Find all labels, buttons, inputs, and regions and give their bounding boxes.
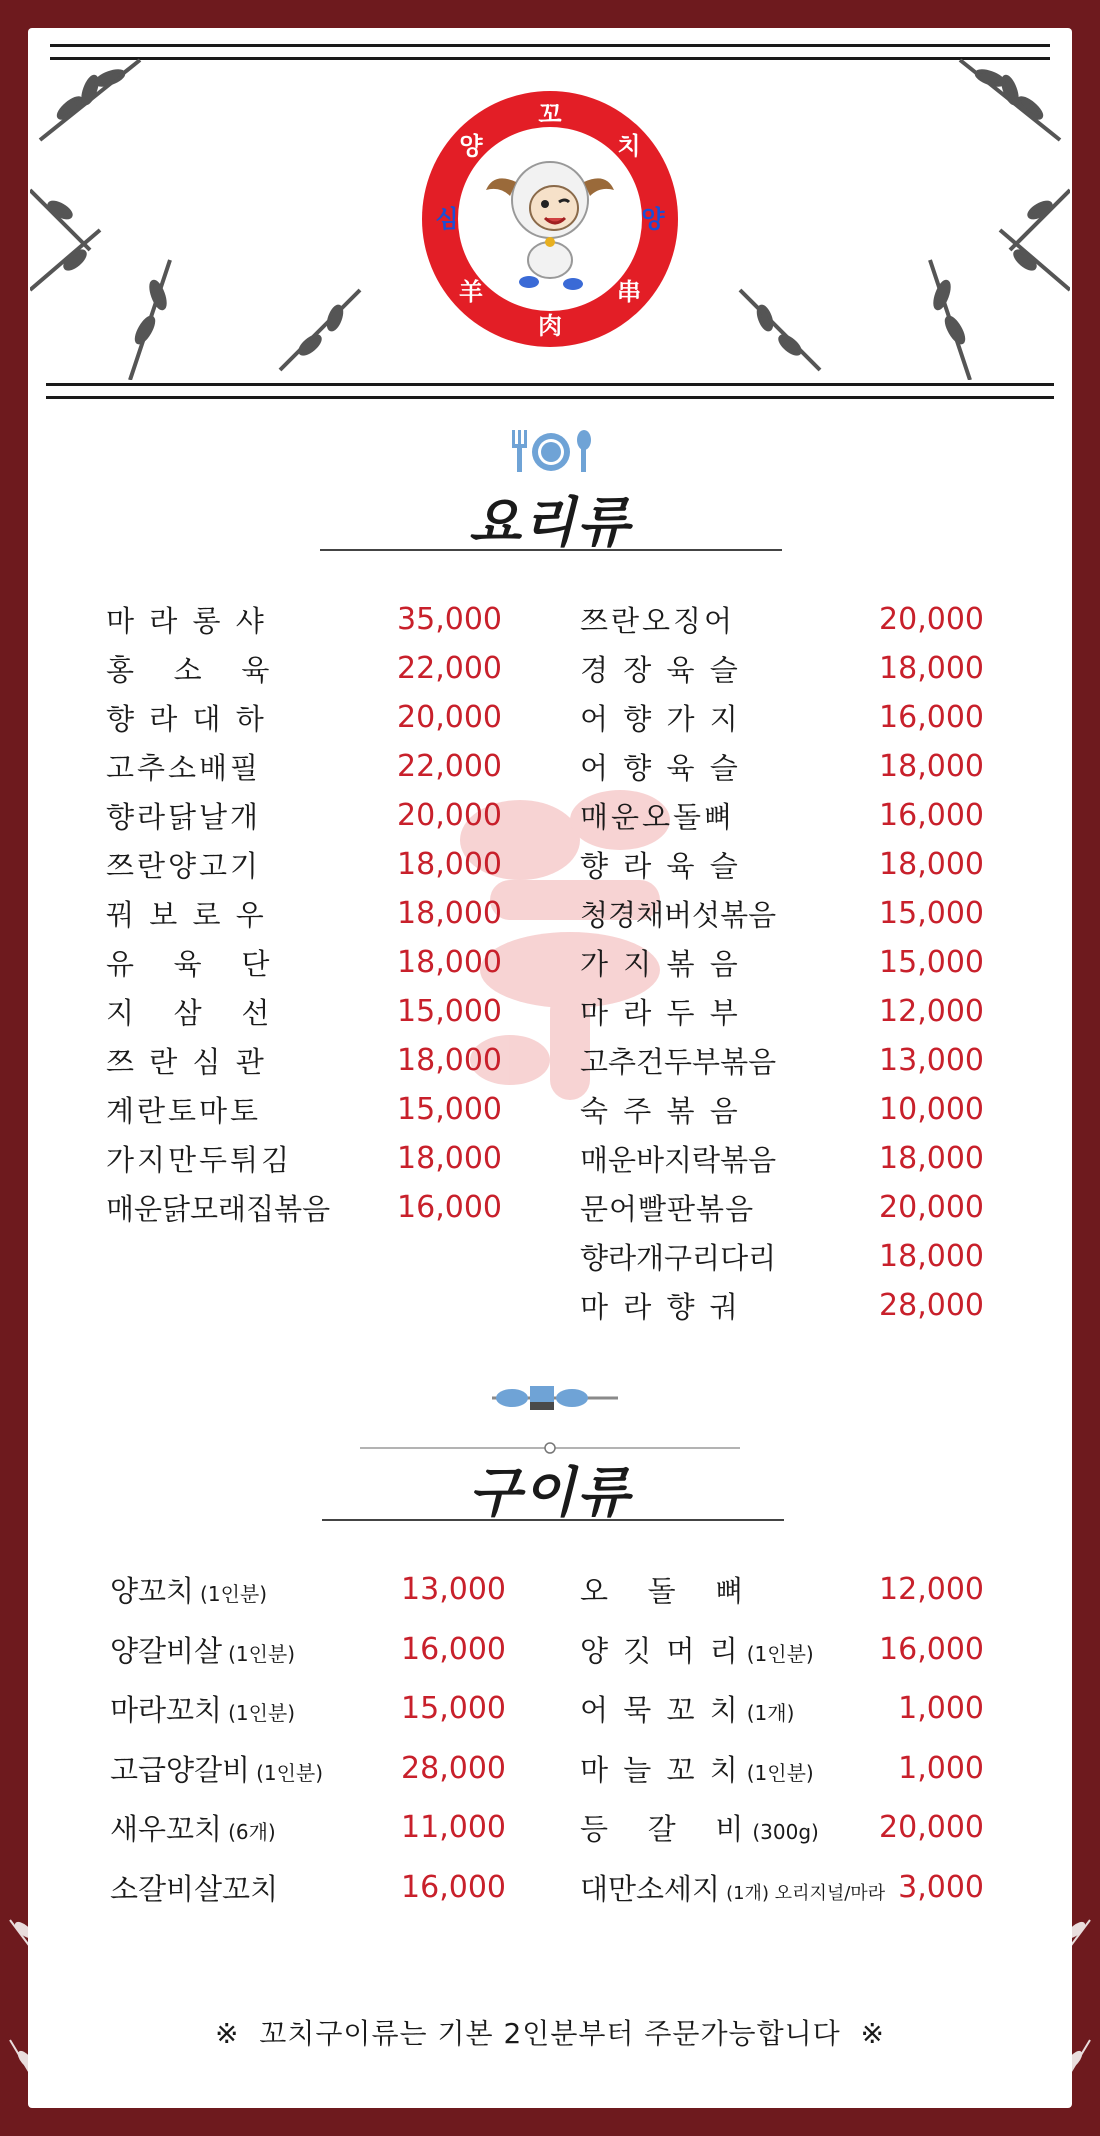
menu-item-name: 꿔 보 로 우 [106,898,267,932]
menu-item-name: 유 육 단 [106,947,273,981]
menu-item-price: 20,000 [879,1190,984,1225]
skewer-icon [490,1378,620,1418]
menu-item-name [580,1867,885,1908]
menu-item-name [110,1569,267,1610]
menu-item-label: 양갈비살 [110,1633,223,1668]
menu-item-price: 3,000 [898,1869,984,1905]
cooking-menu-right [580,595,984,1330]
menu-item-name: 마 라 향 궈 [580,1290,741,1324]
menu-item-name: 향라닭날개 [106,800,262,834]
menu-item-note: (1인분) [228,1641,296,1666]
menu-item-price: 18,000 [397,1141,502,1176]
menu-item-price: 16,000 [401,1869,506,1905]
menu-item-price: 18,000 [879,1239,984,1274]
order-notice: ※ 꼬치구이류는 기본 2인분부터 주문가능합니다 ※ [215,2017,885,2050]
menu-item-note: (1개) [746,1701,795,1726]
menu-item [580,644,984,693]
menu-item-label: 등 갈 비 [580,1812,747,1847]
menu-item [580,742,984,791]
grill-menu-left [110,1560,506,1917]
branch-decoration-icon [690,50,1070,380]
branch-decoration-icon [30,50,410,380]
leaf-decoration-icon [0,1900,60,2136]
menu-item-label: 고급양갈비 [110,1752,251,1787]
menu-item [580,987,984,1036]
menu-item [106,791,502,840]
menu-item-name [110,1688,295,1729]
menu-item [580,693,984,742]
menu-item [580,1739,984,1799]
menu-item-price: 15,000 [397,1092,502,1127]
menu-item-name: 어 향 육 슬 [580,751,741,785]
menu-item-price: 22,000 [397,749,502,784]
menu-item-name: 가 지 볶 음 [580,947,741,981]
menu-item [580,938,984,987]
menu-item-label: 대만소세지 [580,1871,721,1906]
menu-item-name [110,1867,284,1908]
menu-item-price: 18,000 [879,651,984,686]
menu-item-name: 매운바지락볶음 [580,1143,777,1177]
menu-item [110,1858,506,1918]
menu-item [110,1620,506,1680]
menu-item [580,1560,984,1620]
logo-ring-char: 꼬 [538,100,562,128]
menu-item [106,840,502,889]
section-title-grill: 구이류 [468,1461,632,1524]
menu-item-name [110,1629,295,1670]
title-underline [320,549,782,551]
menu-item [580,791,984,840]
menu-item-price: 16,000 [397,1190,502,1225]
menu-item-name: 쯔란양고기 [106,849,262,883]
menu-item-label: 마라꼬치 [110,1693,223,1728]
menu-item-note: (1인분) [228,1701,296,1726]
logo-ring-char: 양 [459,132,483,160]
menu-item [580,1036,984,1085]
menu-item [106,644,502,693]
menu-item [106,1134,502,1183]
menu-item-label: 오 돌 뼈 [580,1574,747,1609]
menu-item-price: 13,000 [401,1572,506,1608]
menu-item-name: 어 향 가 지 [580,702,741,736]
menu-item-price: 22,000 [397,651,502,686]
grill-menu-right [580,1560,984,1917]
menu-item-price: 20,000 [397,700,502,735]
menu-item-price: 28,000 [401,1750,506,1786]
menu-item-note: (1인분) [746,1641,814,1666]
menu-item-name: 홍 소 육 [106,653,273,687]
menu-item-label: 마 늘 꼬 치 [580,1752,741,1787]
menu-item [110,1798,506,1858]
menu-item-price: 20,000 [879,1810,984,1846]
menu-item [106,938,502,987]
menu-item [580,1232,984,1281]
logo-ring-char: 羊 [459,278,483,306]
menu-item-price: 15,000 [401,1691,506,1727]
menu-item-name: 고추건두부볶음 [580,1045,777,1079]
menu-item-name: 쯔 란 심 관 [106,1045,267,1079]
menu-item [110,1679,506,1739]
menu-item-note: (1인분) [746,1760,814,1785]
menu-item [580,1281,984,1330]
menu-item [110,1560,506,1620]
menu-item-name: 지 삼 선 [106,996,273,1030]
menu-item-price: 12,000 [879,1572,984,1608]
restaurant-logo [421,90,679,348]
logo-ring-char: 串 [617,278,641,306]
menu-item-price: 18,000 [397,847,502,882]
menu-item [580,1183,984,1232]
menu-item [580,840,984,889]
menu-item-price: 18,000 [397,1043,502,1078]
menu-item-price: 18,000 [397,945,502,980]
menu-item [106,1036,502,1085]
leaf-decoration-icon [1040,1900,1100,2136]
cooking-menu-left [106,595,502,1232]
menu-item-name: 향라개구리다리 [580,1241,777,1275]
menu-item-price: 13,000 [879,1043,984,1078]
menu-item-price: 1,000 [898,1750,984,1786]
menu-item [106,693,502,742]
menu-item-price: 1,000 [898,1691,984,1727]
menu-item-name: 계란토마토 [106,1094,262,1128]
menu-item [580,1798,984,1858]
menu-item-price: 35,000 [397,602,502,637]
menu-item-name [580,1807,819,1848]
section-title-cooking: 요리류 [468,491,632,554]
menu-item-name [580,1629,814,1670]
menu-item-label: 새우꼬치 [110,1812,223,1847]
menu-item-name: 매운닭모래집볶음 [106,1192,331,1226]
menu-item-price: 18,000 [879,1141,984,1176]
menu-item-note: (1인분) [200,1582,268,1607]
menu-item-price: 20,000 [879,602,984,637]
menu-item-price: 16,000 [879,798,984,833]
menu-item [580,1858,984,1918]
menu-item [106,1183,502,1232]
menu-item [106,987,502,1036]
menu-item [106,1085,502,1134]
menu-item-name [580,1748,814,1789]
menu-item-note: (6개) [228,1820,276,1845]
menu-item-name: 숙 주 볶 음 [580,1094,741,1128]
menu-item-name: 청경채버섯볶음 [580,898,777,932]
menu-item-price: 16,000 [401,1631,506,1667]
menu-item-price: 15,000 [879,945,984,980]
menu-item-note: (1개) 오리지널/마라 [726,1882,886,1904]
menu-item [580,1134,984,1183]
menu-item-name: 고추소배필 [106,751,262,785]
menu-item-label: 소갈비살꼬치 [110,1871,279,1906]
menu-item-price: 20,000 [397,798,502,833]
menu-item [580,1679,984,1739]
menu-item-price: 15,000 [397,994,502,1029]
menu-item-price: 18,000 [879,847,984,882]
menu-item-price: 15,000 [879,896,984,931]
menu-item-price: 28,000 [879,1288,984,1323]
menu-item [106,889,502,938]
menu-item-name: 향 라 대 하 [106,702,267,736]
menu-item-name: 경 장 육 슬 [580,653,741,687]
fork-plate-spoon-icon [506,428,596,474]
menu-item [106,742,502,791]
logo-ring-char: 심 [435,205,459,233]
menu-item-price: 18,000 [397,896,502,931]
menu-item-name [580,1569,752,1610]
menu-item-price: 16,000 [879,1631,984,1667]
menu-item [580,595,984,644]
menu-item-label: 양 깃 머 리 [580,1633,741,1668]
menu-item-name: 마 라 롱 샤 [106,604,267,638]
menu-item-price: 11,000 [401,1810,506,1846]
menu-item-note: (300g) [752,1820,819,1845]
menu-item-price: 10,000 [879,1092,984,1127]
menu-item-name [110,1748,323,1789]
menu-item-name: 마 라 두 부 [580,996,741,1030]
menu-item-name: 매운오돌뼈 [580,800,736,834]
menu-item-name [580,1688,794,1729]
menu-item [580,1620,984,1680]
logo-ring-char: 치 [617,132,641,160]
menu-item-name: 문어빨판볶음 [580,1192,755,1226]
menu-item-name: 쯔란오징어 [580,604,736,638]
title-underline [322,1519,784,1521]
menu-item-label: 어 묵 꼬 치 [580,1693,741,1728]
menu-item-note: (1인분) [256,1760,324,1785]
menu-item [110,1739,506,1799]
logo-ring-char: 肉 [538,312,562,340]
menu-item-price: 16,000 [879,700,984,735]
logo-ring-char: 양 [641,205,665,233]
menu-item [580,889,984,938]
header-divider [46,383,1054,399]
menu-item-name: 향 라 육 슬 [580,849,741,883]
menu-item-price: 12,000 [879,994,984,1029]
menu-item-label: 양꼬치 [110,1574,195,1609]
menu-item-name: 가지만두튀김 [106,1143,293,1177]
menu-item [580,1085,984,1134]
menu-item-name [110,1807,276,1848]
menu-item-price: 18,000 [879,749,984,784]
menu-item [106,595,502,644]
